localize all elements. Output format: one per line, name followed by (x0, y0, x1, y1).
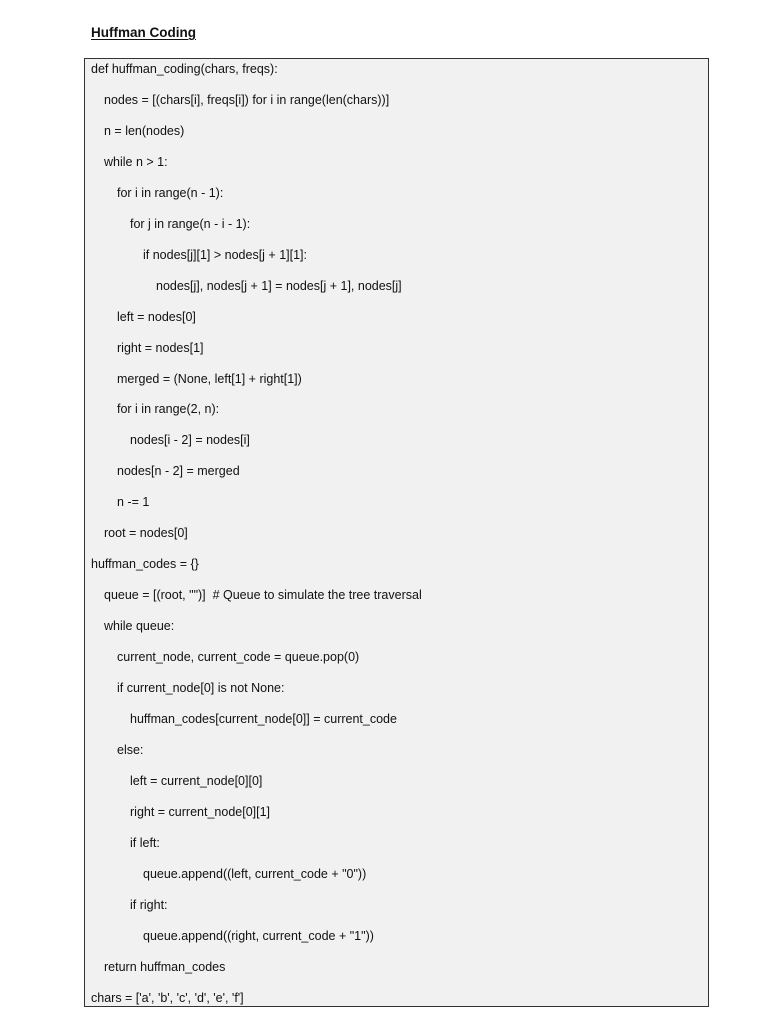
code-line: for i in range(2, n): (117, 402, 220, 417)
code-line: chars = ['a', 'b', 'c', 'd', 'e', 'f'] (91, 990, 244, 1005)
code-line: n = len(nodes) (104, 123, 185, 138)
code-line: right = current_node[0][1] (130, 804, 271, 819)
code-line: huffman_codes[current_node[0]] = current_code (130, 711, 397, 726)
code-line: else: (117, 742, 144, 757)
code-line: nodes[n - 2] = merged (117, 464, 240, 479)
code-line: nodes[i - 2] = nodes[i] (130, 433, 250, 448)
code-line: while n > 1: (104, 154, 168, 169)
code-line: merged = (None, left[1] + right[1]) (117, 371, 302, 386)
code-block (84, 58, 709, 1007)
code-line: nodes[j], nodes[j + 1] = nodes[j + 1], nodes[j] (156, 278, 402, 293)
code-line: def huffman_coding(chars, freqs): (91, 62, 278, 76)
code-line: n -= 1 (117, 495, 150, 510)
code-line: nodes = [(chars[i], freqs[i]) for i in range(len(chars))] (104, 92, 390, 107)
code-line: right = nodes[1] (117, 340, 204, 355)
code-line: if right: (130, 897, 168, 912)
code-line: queue.append((left, current_code + "0")) (143, 866, 367, 881)
code-line: for i in range(n - 1): (117, 185, 224, 200)
code-line: left = nodes[0] (117, 309, 196, 324)
code-line: if nodes[j][1] > nodes[j + 1][1]: (143, 247, 307, 262)
code-line: current_node, current_code = queue.pop(0) (117, 650, 360, 665)
code-line: queue.append((right, current_code + "1")) (143, 928, 374, 943)
code-line: root = nodes[0] (104, 526, 188, 541)
code-line: for j in range(n - i - 1): (130, 216, 251, 231)
code-line: left = current_node[0][0] (130, 773, 263, 788)
code-line: huffman_codes = {} (91, 557, 199, 572)
code-line: while queue: (104, 619, 175, 634)
code-line: if current_node[0] is not None: (117, 681, 285, 695)
code-line: if left: (130, 835, 160, 850)
document-title: Huffman Coding (91, 25, 196, 40)
code-line: return huffman_codes (104, 959, 226, 974)
code-line: queue = [(root, "")] # Queue to simulate the tree traversal (104, 588, 422, 603)
